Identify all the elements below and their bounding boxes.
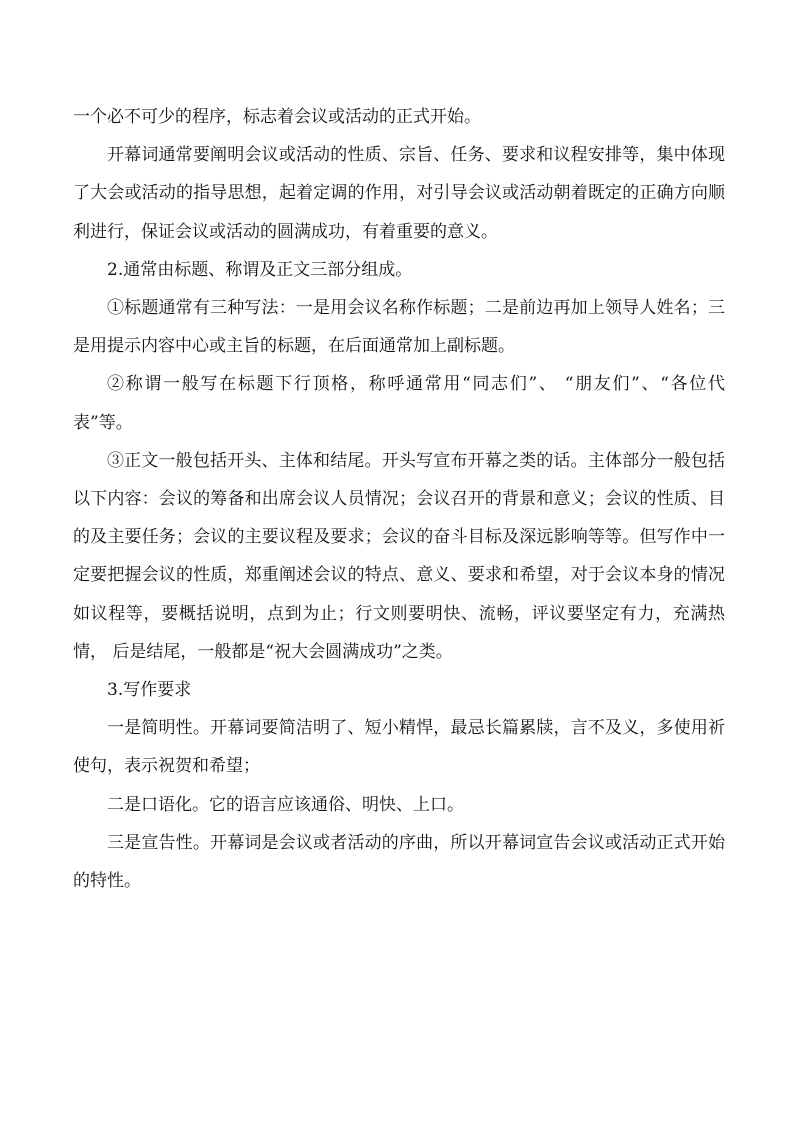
section-heading-writing-requirements: 3.写作要求 xyxy=(107,680,192,701)
paragraph-salutation: ②称谓一般写在标题下行顶格，称呼通常用“同志们”、 “朋友们”、“各位代表”等。 xyxy=(73,374,725,433)
document-body xyxy=(73,98,725,900)
paragraph-body-text: ③正文一般包括开头、主体和结尾。开头写宣布开幕之类的话。主体部分一般包括以下内容：会议的筹备和出席会议人员情况；会议召开的背景和意义；会议的性质、目的及主要任务；会议的主要议程及要求；会议的奋斗目标及深远影响等等。但写作中一定要把握会议的性质，郑重阐述会议的特点、意义、要求和希望，对于会议本身的情况如议程等，要概括说明，点到为止；行文则要明快、流畅，评议要坚定有力，充满热情， 后是结尾，一般都是“祝大会圆满成功”之类。 xyxy=(73,450,725,662)
paragraph-continuation: 一个必不可少的程序，标志着会议或活动的正式开始。 xyxy=(73,107,481,127)
paragraph-requirement-declarative: 三是宣告性。开幕词是会议或者活动的序曲，所以开幕词宣告会议或活动正式开始的特性。 xyxy=(73,832,725,892)
paragraph-opening-speech-purpose: 开幕词通常要阐明会议或活动的性质、宗旨、任务、要求和议程安排等，集中体现了大会或活动的指导思想，起着定调的作用，对引导会议或活动朝着既定的正确方向顺利进行，保证会议或活动的圆满成功，有着重要的意义。 xyxy=(73,145,725,242)
section-heading-structure: 2.通常由标题、称谓及正文三部分组成。 xyxy=(107,259,413,280)
paragraph-requirement-concise: 一是简明性。开幕词要简洁明了、短小精悍，最忌长篇累牍，言不及义，多使用祈使句，表示祝贺和希望； xyxy=(73,718,725,777)
paragraph-title-writing: ①标题通常有三种写法：一是用会议名称作标题；二是前边再加上领导人姓名；三是用提示内容中心或主旨的标题，在后面通常加上副标题。 xyxy=(73,298,725,357)
paragraph-requirement-colloquial: 二是口语化。它的语言应该通俗、明快、上口。 xyxy=(107,794,464,815)
